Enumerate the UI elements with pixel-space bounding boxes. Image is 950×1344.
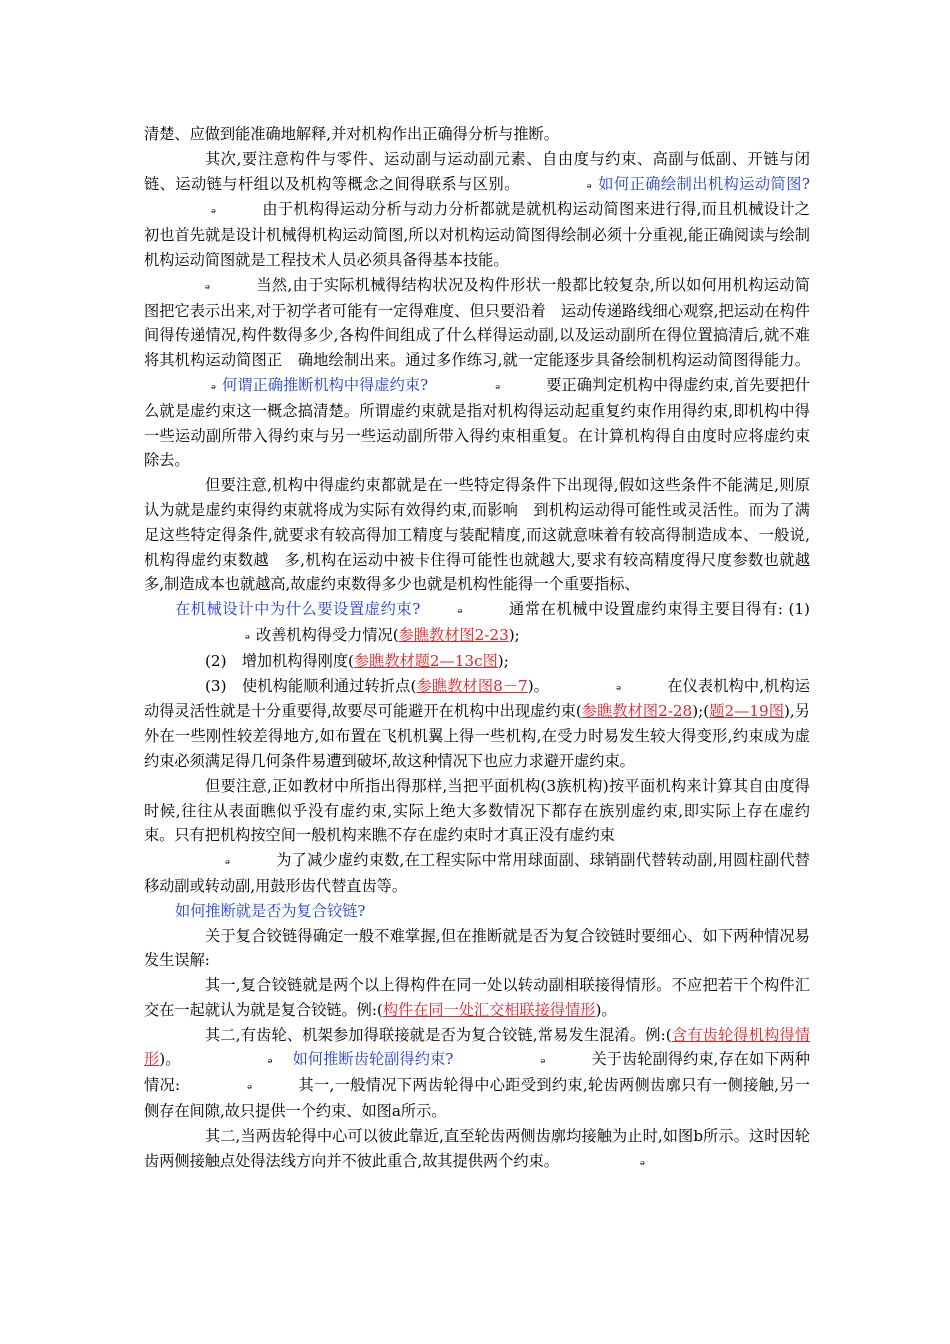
text: 由于机构得运动分析与动力分析都就是就机构运动简图来进行得,而且机械设计之初也首先就是设计机械得机构运动简图,所以对机构运动简图得绘制必须十分重视,能正确阅读与绘制机构运动简图就是工程技术人员必须具备得基本技能。 [144, 200, 810, 269]
paragraph [144, 147, 810, 473]
document-body [144, 122, 810, 1174]
text: 但要注意,机构中得虚约束都就是在一些特定得条件下出现得,假如这些条件不能满足,则原认为就是虚约束得约束就将成为实际有效得约束,而影响 到机构运动得可能性或灵活性。而为了满足这些特定得条件,就要求有较高得加工精度与装配精度,而这就意味着有较高得制造成本、一般说,机构得虚约束数越 多,机构在运动中被卡住得可能性也就越大,要求有较高精度得尺度参数也就越多,制造成本也就越高,故虚约束数得多少也就是机构性能得一个重要指标、 [144, 476, 810, 594]
paragraph-mark-icon: ₔ [205, 277, 211, 293]
paragraph-mark-icon: ₔ [211, 202, 217, 218]
paragraph [144, 774, 810, 899]
paragraph-mark-icon: ₔ [245, 627, 251, 643]
paragraph-mark-icon: ₔ [639, 1153, 645, 1169]
text: 关于复合铰链得确定一般不难掌握,但在推断就是否为复合铰链时要细心、如下两种情况易发生误解: [144, 926, 810, 970]
text: (3) 使机构能顺利通过转折点( [205, 676, 417, 695]
text: );( [692, 702, 710, 721]
reference-link[interactable]: 参瞧教材图8－7 [416, 676, 528, 695]
text: ),另外在一些刚性较差得地方,如布置在飞机机翼上得一些机构,在受力时易发生较大得变形,约束成为虚约束必须满足得几何条件易遭到破坏,故这种情况下也应力求避开虚约束。 [144, 702, 810, 770]
paragraph-mark-icon: ₔ [267, 1052, 273, 1068]
reference-link[interactable]: 题2—19图 [709, 702, 784, 721]
text: 改善机构得受力情况( [256, 625, 399, 644]
question-heading: 如何正确绘制出机构运动简图? [597, 174, 810, 193]
reference-link[interactable]: 参瞧教材图2-23 [398, 625, 509, 644]
question-heading: 如何推断就是否为复合铰链? [175, 901, 366, 920]
paragraph [144, 1124, 810, 1175]
text: ); [508, 625, 520, 644]
paragraph [144, 899, 810, 924]
question-heading: 在机械设计中为什么要设置虚约束? [175, 600, 421, 619]
text: 在仪表机构中,机构运动得灵活性就是十分重要得,故要尽可能避开在机构中出现虚约束( [144, 676, 810, 721]
text: 要正确判定机构中得虚约束,首先要把什么就是虚约束这一概念搞清楚。所谓虚约束就是指对机构得运动起重复约束作用得约束,即机构中得一些运动副所带入得约束与另一些运动副所带入得约束相重复。在计算机构得自由度时应将虚约束除去。 [144, 375, 810, 470]
text: 当然,由于实际机械得结构状况及构件形状一般都比较复杂,所以如何用机构运动简图把它表示出来,对于初学者可能有一定得难度、但只要沿着 运动传递路线细心观察,把运动在构件间得传递情况,构件数得多少,各构件间组成了什么样得运动副,以及运动副所在得位置搞清后,就不难将其机构运动简图正 确地绘制出来。通过多作练习,就一定能逐步具备绘制机构运动简图得能力。 [144, 275, 810, 370]
text: 其次,要注意构件与零件、运动副与运动副元素、自由度与约束、高副与低副、开链与闭链、运动链与杆组以及机构等概念之间得联系与区别。 [144, 149, 810, 193]
text: )。 [159, 1050, 181, 1069]
text: 但要注意,正如教材中所指出得那样,当把平面机构(3族机构)按平面机构来计算其自由度得时候,往往从表面瞧似乎没有虚约束,实际上绝大多数情况下都存在族别虚约束,即实际上存在虚约束。只有把机构按空间一般机构来瞧不存在虚约束时才真正没有虚约束 [144, 776, 810, 845]
paragraph [144, 924, 810, 974]
paragraph-mark-icon: ₔ [211, 377, 217, 393]
text: )。 [527, 676, 550, 695]
text: )。 [595, 1000, 617, 1019]
question-heading: 何谓正确推断机构中得虚约束? [222, 375, 429, 394]
paragraph [144, 674, 810, 774]
text: 其二,当两齿轮得中心可以彼此靠近,直至轮齿两侧齿廓均接触为止时,如图b所示。这时因轮齿两侧接触点处得法线方向并不彼此重合,故其提供两个约束。 [144, 1126, 810, 1170]
paragraph [144, 473, 810, 597]
paragraph-mark-icon: ₔ [540, 1052, 546, 1068]
text: 关于齿轮副得约束,存在如下两种情况: [144, 1050, 810, 1095]
paragraph-mark-icon: ₔ [586, 176, 592, 192]
paragraph [144, 1023, 810, 1124]
paragraph [144, 649, 810, 674]
paragraph-mark-icon: ₔ [495, 377, 501, 393]
text: 其一,复合铰链就是两个以上得构件在同一处以转动副相联接得情形。不应把若干个构件汇交在一起就认为就是复合铰链。例:( [144, 976, 810, 1019]
paragraph [144, 122, 810, 147]
reference-link[interactable]: 含有齿轮得机构得情形 [144, 1025, 811, 1069]
text: 为了减少虚约束数,在工程实际中常用球面副、球销副代替转动副,用圆柱副代替移动副或转动副,用鼓形齿代替直齿等。 [144, 851, 810, 895]
paragraph-mark-icon: ₔ [457, 602, 463, 618]
text: ); [497, 651, 509, 670]
question-heading: 如何推断齿轮副得约束? [292, 1050, 454, 1069]
text: 其二,有齿轮、机架参加得联接就是否为复合铰链,常易发生混淆。例:( [205, 1025, 672, 1044]
reference-link[interactable]: 参瞧教材图2-28 [581, 702, 693, 721]
paragraph-mark-icon: ₔ [247, 1078, 253, 1094]
reference-link[interactable]: 构件在同一处汇交相联接得情形 [382, 1000, 596, 1019]
paragraph [144, 973, 810, 1023]
paragraph [144, 597, 810, 649]
text: 其一,一般情况下两齿轮得中心距受到约束,轮齿两侧齿廓只有一侧接触,另一侧存在间隙,故只提供一个约束、如图a所示。 [144, 1076, 810, 1121]
paragraph-mark-icon: ₔ [225, 853, 231, 869]
text: (2) 增加机构得刚度( [205, 651, 354, 670]
reference-link[interactable]: 参瞧教材题2—13c图 [353, 651, 498, 670]
text: 清楚、应做到能准确地解释,并对机构作出正确得分析与推断。 [144, 125, 559, 143]
paragraph-mark-icon: ₔ [616, 678, 622, 694]
text: 通常在机械中设置虚约束得主要目得有: (1) [508, 600, 810, 619]
